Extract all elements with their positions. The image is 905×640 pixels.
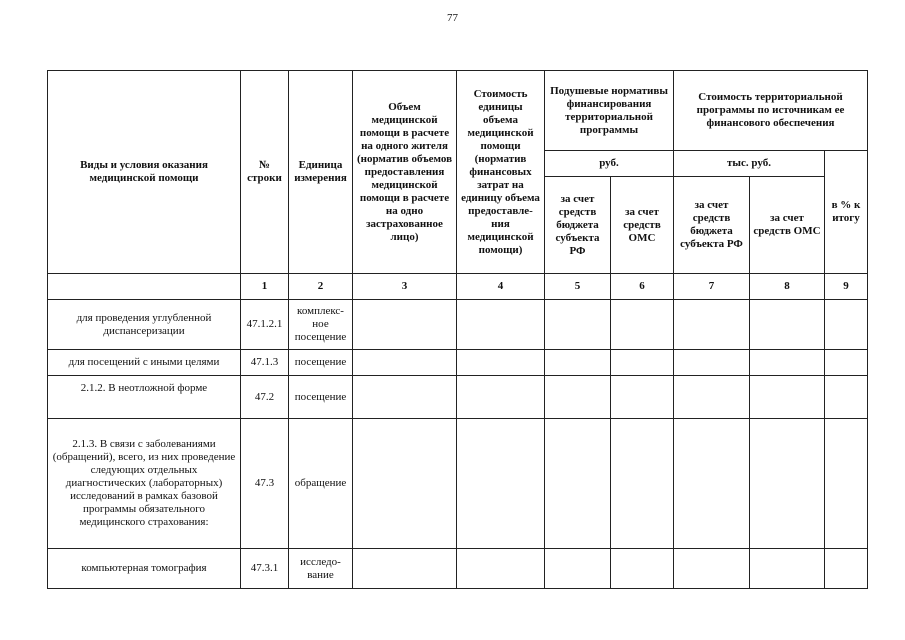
row-value xyxy=(611,350,674,376)
table-row xyxy=(48,350,868,376)
row-value xyxy=(750,300,825,350)
header-percent-of-total: в % к итогу xyxy=(825,151,868,274)
row-code: 47.3.1 xyxy=(241,549,289,589)
column-number: 7 xyxy=(674,274,750,300)
row-value xyxy=(825,419,868,549)
row-value xyxy=(674,376,750,419)
row-value xyxy=(674,549,750,589)
row-value xyxy=(457,350,545,376)
row-value xyxy=(457,419,545,549)
row-value xyxy=(750,549,825,589)
column-number: 9 xyxy=(825,274,868,300)
column-number: 3 xyxy=(353,274,457,300)
header-budget-source-thousand: за счет средств бюджета субъекта РФ xyxy=(674,177,750,274)
page-number: 77 xyxy=(447,12,458,24)
header-program-cost: Стоимость территориальной программы по источникам ее финансового обеспечения xyxy=(674,71,868,151)
row-value xyxy=(825,549,868,589)
row-code: 47.1.3 xyxy=(241,350,289,376)
row-unit: посещение xyxy=(289,350,353,376)
row-value xyxy=(353,549,457,589)
row-unit: посещение xyxy=(289,376,353,419)
header-type-of-care: Виды и условия оказания медицинской помощи xyxy=(48,71,241,274)
header-volume: Объем медицинской помощи в расчете на одного жителя (норматив объемов предоставления медицинской помощи в расчете на одно застрахованное лицо) xyxy=(353,71,457,274)
row-value xyxy=(545,300,611,350)
row-value xyxy=(457,549,545,589)
table-row xyxy=(48,376,868,419)
row-value xyxy=(545,350,611,376)
row-label: для посещений с иными целями xyxy=(48,350,241,376)
row-label: 2.1.2. В неотложной форме xyxy=(48,376,241,419)
row-label: 2.1.3. В связи с заболеваниями (обращений), всего, из них проведение следующих отдельных диагностических (лабораторных) исследований в рамках базовой программы обязательного медицинского страхования: xyxy=(48,419,241,549)
row-unit: обращение xyxy=(289,419,353,549)
column-number: 5 xyxy=(545,274,611,300)
column-number: 1 xyxy=(241,274,289,300)
column-number: 2 xyxy=(289,274,353,300)
row-value xyxy=(611,300,674,350)
row-value xyxy=(750,419,825,549)
header-budget-source: за счет средств бюджета субъекта РФ xyxy=(545,177,611,274)
header-unit-cost: Стоимость единицы объема медицинской помощи (норматив финансовых затрат на единицу объема предоставле-ния медицинской помощи) xyxy=(457,71,545,274)
row-code: 47.3 xyxy=(241,419,289,549)
row-value xyxy=(674,300,750,350)
row-label: для проведения углубленной диспансеризации xyxy=(48,300,241,350)
row-value xyxy=(545,376,611,419)
row-value xyxy=(545,419,611,549)
header-unit: Единица измерения xyxy=(289,71,353,274)
row-value xyxy=(611,549,674,589)
column-number: 6 xyxy=(611,274,674,300)
table-row xyxy=(48,549,868,589)
column-number-row xyxy=(48,274,868,300)
row-label: компьютерная томография xyxy=(48,549,241,589)
row-value xyxy=(353,419,457,549)
column-number: 4 xyxy=(457,274,545,300)
row-value xyxy=(457,376,545,419)
column-number: 8 xyxy=(750,274,825,300)
header-per-capita-norms: Подушевые нормативы финансирования территориальной программы xyxy=(545,71,674,151)
table-row xyxy=(48,419,868,549)
row-value xyxy=(353,300,457,350)
row-value xyxy=(457,300,545,350)
row-value xyxy=(353,350,457,376)
row-value xyxy=(825,350,868,376)
header-oms-source: за счет средств ОМС xyxy=(611,177,674,274)
row-value xyxy=(825,300,868,350)
row-value xyxy=(674,350,750,376)
row-value xyxy=(353,376,457,419)
row-unit: комплекс-ное посещение xyxy=(289,300,353,350)
row-value xyxy=(545,549,611,589)
header-unit-rub: руб. xyxy=(545,151,674,177)
header-oms-source-thousand: за счет средств ОМС xyxy=(750,177,825,274)
row-unit: исследо-вание xyxy=(289,549,353,589)
header-unit-thousand-rub: тыс. руб. xyxy=(674,151,825,177)
header-row-number: № строки xyxy=(241,71,289,274)
row-value xyxy=(611,376,674,419)
row-value xyxy=(750,350,825,376)
row-value xyxy=(611,419,674,549)
row-code: 47.1.2.1 xyxy=(241,300,289,350)
table-row xyxy=(48,300,868,350)
column-number-blank xyxy=(48,274,241,300)
row-code: 47.2 xyxy=(241,376,289,419)
row-value xyxy=(674,419,750,549)
medical-care-table xyxy=(47,70,868,589)
row-value xyxy=(825,376,868,419)
row-value xyxy=(750,376,825,419)
